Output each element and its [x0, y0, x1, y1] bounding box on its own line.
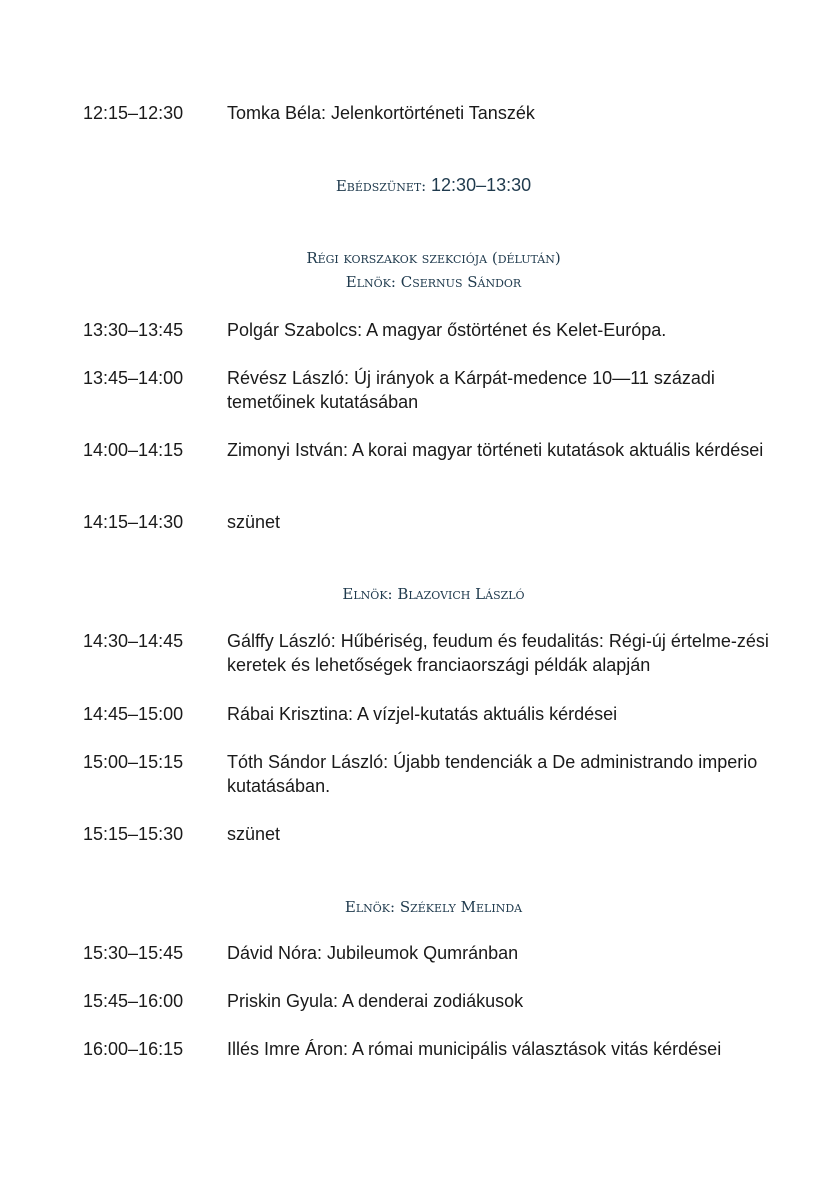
row-time: 15:45–16:00	[83, 991, 184, 1011]
lunch-time: 12:30–13:30	[431, 175, 532, 195]
row-time: 14:30–14:45	[83, 631, 184, 651]
row-text: Priskin Gyula: A denderai zodiákusok	[227, 991, 524, 1011]
chair-heading: Elnök: Blazovich László	[342, 585, 525, 603]
row-text: Dávid Nóra: Jubileumok Qumránban	[227, 943, 519, 963]
schedule-row	[0, 629, 839, 677]
row-time: 13:45–14:00	[83, 368, 184, 388]
schedule-row	[0, 750, 839, 798]
lunch-break-heading	[0, 174, 839, 197]
row-text: Révész László: Új irányok a Kárpát-medence 10—11 századi temetőinek kutatásában	[227, 368, 715, 412]
row-time: 15:00–15:15	[83, 752, 184, 772]
schedule-row	[0, 822, 839, 846]
chair-heading: Elnök: Székely Melinda	[344, 898, 523, 916]
row-text: Polgár Szabolcs: A magyar őstörténet és Kelet-Európa.	[227, 320, 667, 340]
row-text: Tomka Béla: Jelenkortörténeti Tanszék	[227, 103, 535, 123]
schedule-row	[0, 101, 839, 125]
row-time: 16:00–16:15	[83, 1039, 184, 1059]
schedule-row	[0, 318, 839, 342]
schedule-row	[0, 941, 839, 965]
row-text: Rábai Krisztina: A vízjel-kutatás aktuális kérdései	[227, 704, 618, 724]
schedule-row	[0, 438, 839, 462]
row-time: 15:15–15:30	[83, 824, 184, 844]
row-text: Tóth Sándor László: Újabb tendenciák a De administrando imperio kutatásában.	[227, 752, 758, 796]
row-time: 15:30–15:45	[83, 943, 184, 963]
section-title: Régi korszakok szekciója (délután)	[306, 249, 561, 267]
row-text: Gálffy László: Hűbériség, feudum és feudalitás: Régi-új értelme-zési keretek és lehetőségek franciaországi példák alapján	[227, 631, 769, 675]
row-text: Zimonyi István: A korai magyar történeti kutatások aktuális kérdései	[227, 440, 764, 460]
schedule-row	[0, 702, 839, 726]
schedule-row	[0, 989, 839, 1013]
schedule-row	[0, 510, 839, 534]
chair-heading: Elnök: Csernus Sándor	[345, 273, 522, 291]
row-text: Illés Imre Áron: A római municipális választások vitás kérdései	[227, 1039, 722, 1059]
lunch-label: Ebédszünet:	[335, 177, 427, 195]
row-time: 13:30–13:45	[83, 320, 184, 340]
row-time: 14:00–14:15	[83, 440, 184, 460]
row-time: 14:15–14:30	[83, 512, 184, 532]
row-text: szünet	[227, 824, 281, 844]
schedule-row	[0, 366, 839, 414]
schedule-row	[0, 1037, 839, 1061]
row-time: 12:15–12:30	[83, 103, 184, 123]
row-time: 14:45–15:00	[83, 704, 184, 724]
row-text: szünet	[227, 512, 281, 532]
